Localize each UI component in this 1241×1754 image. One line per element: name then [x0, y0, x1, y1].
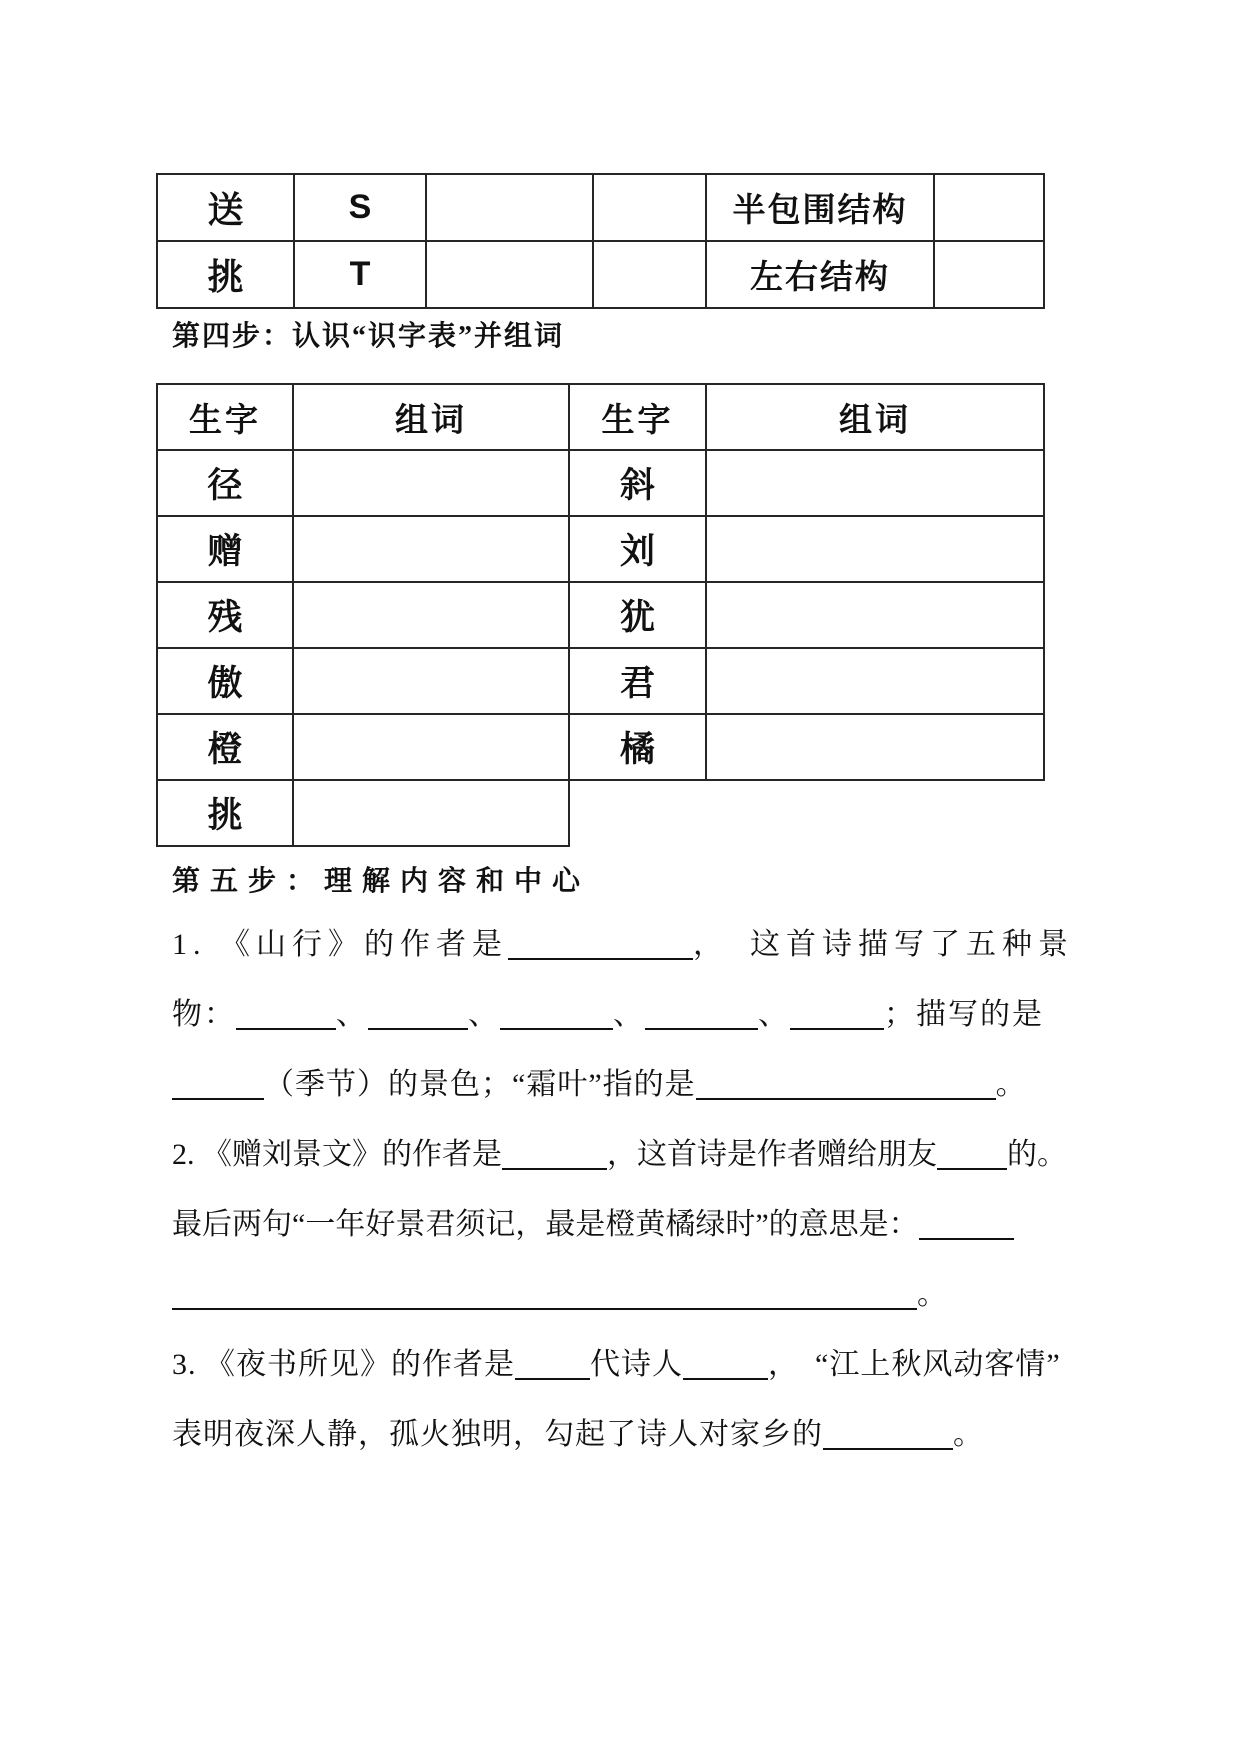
vocab-table — [156, 383, 1045, 847]
column-header: 生字 — [569, 384, 706, 450]
hanzi-cell: 挑 — [157, 241, 294, 308]
words-cell — [706, 450, 1044, 516]
pinyin-initial-cell: S — [294, 174, 426, 241]
empty-cell — [593, 174, 706, 241]
question-text: 物： — [172, 998, 236, 1031]
fill-in-blank — [368, 1026, 468, 1030]
hanzi-cell: 挑 — [157, 780, 293, 846]
fill-in-blank — [172, 1306, 917, 1310]
hanzi-cell: 刘 — [569, 516, 706, 582]
table-row — [157, 241, 1044, 308]
hanzi-cell: 赠 — [157, 516, 293, 582]
words-cell — [706, 714, 1044, 780]
question-text: 代诗人 — [590, 1348, 683, 1381]
empty-cell — [934, 241, 1044, 308]
words-cell — [706, 516, 1044, 582]
structure-cell: 半包围结构 — [706, 174, 934, 241]
question-line — [172, 1050, 1092, 1120]
table-row — [157, 780, 1044, 846]
question-text: 。 — [995, 1068, 1027, 1101]
question-text: ；描写的是 — [884, 998, 1044, 1031]
fill-in-blank — [919, 1236, 1014, 1240]
table-row — [157, 450, 1044, 516]
question-line — [172, 980, 1092, 1050]
column-header: 组词 — [293, 384, 569, 450]
table-row — [157, 516, 1044, 582]
fill-in-blank — [823, 1446, 953, 1450]
hanzi-cell: 犹 — [569, 582, 706, 648]
empty-cell — [934, 174, 1044, 241]
fill-in-blank — [515, 1376, 590, 1380]
question-line — [172, 910, 1092, 980]
fill-in-blank — [790, 1026, 884, 1030]
hanzi-cell: 橘 — [569, 714, 706, 780]
hanzi-cell: 君 — [569, 648, 706, 714]
question-text: 的。 — [1007, 1138, 1067, 1171]
question-line — [172, 1400, 1092, 1470]
question-text: 最后两句“一年好景君须记，最是橙黄橘绿时”的意思是： — [172, 1208, 919, 1241]
fill-in-blank — [502, 1166, 607, 1170]
question-line — [172, 1120, 1092, 1190]
hanzi-cell: 傲 — [157, 648, 293, 714]
table-header-row — [157, 384, 1044, 450]
question-line — [172, 1330, 1092, 1400]
empty-cell — [426, 174, 593, 241]
table-row — [157, 582, 1044, 648]
section-heading-step4: 第四步：认识“识字表”并组词 — [172, 321, 565, 352]
hanzi-structure-table — [156, 173, 1045, 309]
fill-in-blank — [645, 1026, 758, 1030]
words-cell — [293, 450, 569, 516]
question-text: 。 — [917, 1278, 947, 1311]
question-line — [172, 1260, 1092, 1330]
structure-cell: 左右结构 — [706, 241, 934, 308]
question-text: 、 — [336, 998, 368, 1031]
fill-in-blank — [937, 1166, 1007, 1170]
words-cell — [293, 582, 569, 648]
question-text: ，这首诗是作者赠给朋友 — [607, 1138, 937, 1171]
words-cell — [706, 582, 1044, 648]
section-heading-step5: 第五步：理解内容和中心 — [172, 866, 591, 897]
question-text: 3. 《夜书所见》的作者是 — [172, 1348, 515, 1381]
hanzi-cell: 橙 — [157, 714, 293, 780]
question-text: ， 这首诗描写了五种景 — [693, 928, 1074, 961]
question-text: 、 — [468, 998, 500, 1031]
hanzi-cell: 送 — [157, 174, 294, 241]
words-cell — [706, 648, 1044, 714]
fill-in-blank — [508, 956, 693, 960]
fill-in-blank — [683, 1376, 768, 1380]
fill-in-blank — [696, 1096, 996, 1100]
question-text: 2. 《赠刘景文》的作者是 — [172, 1138, 502, 1171]
question-lines — [172, 910, 1092, 1470]
question-text: 。 — [953, 1418, 984, 1451]
table-row — [157, 174, 1044, 241]
column-header: 生字 — [157, 384, 293, 450]
hanzi-cell: 斜 — [569, 450, 706, 516]
fill-in-blank — [172, 1096, 264, 1100]
fill-in-blank — [500, 1026, 613, 1030]
words-cell — [293, 648, 569, 714]
question-text: 1. 《山行》的作者是 — [172, 928, 508, 961]
question-text: ， “江上秋风动客情” — [768, 1348, 1061, 1381]
column-header: 组词 — [706, 384, 1044, 450]
words-cell — [293, 780, 569, 846]
question-line — [172, 1190, 1092, 1260]
question-text: 、 — [613, 998, 645, 1031]
question-text: （季节）的景色；“霜叶”指的是 — [264, 1068, 696, 1101]
table-row — [157, 648, 1044, 714]
empty-cell — [426, 241, 593, 308]
fill-in-blank — [236, 1026, 336, 1030]
pinyin-initial-cell: T — [294, 241, 426, 308]
empty-cell — [593, 241, 706, 308]
words-cell — [293, 714, 569, 780]
table-row — [157, 714, 1044, 780]
words-cell — [293, 516, 569, 582]
hanzi-cell: 残 — [157, 582, 293, 648]
question-text: 、 — [758, 998, 790, 1031]
empty-region — [569, 780, 1044, 846]
hanzi-cell: 径 — [157, 450, 293, 516]
question-text: 表明夜深人静，孤火独明，勾起了诗人对家乡的 — [172, 1418, 823, 1451]
